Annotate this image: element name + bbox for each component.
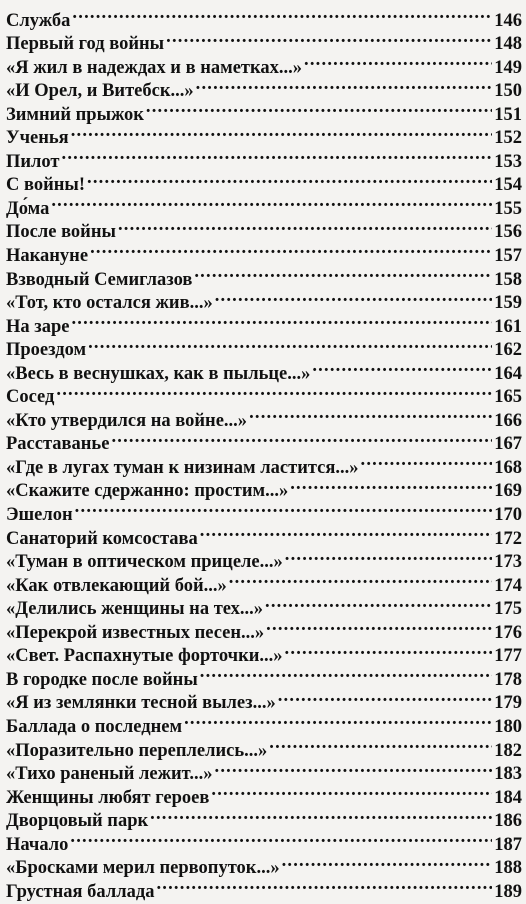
toc-entry-page-number: 169: [494, 481, 522, 502]
toc-entry-title: «Где в лугах туман к низинам ластится...»: [6, 457, 359, 478]
dot-leader: [72, 2, 492, 26]
toc-entry-page-number: 179: [494, 693, 522, 714]
dot-leader: [200, 661, 492, 685]
toc-entry-page-number: 187: [494, 834, 522, 855]
dot-leader: [196, 73, 493, 97]
toc-entry-page-number: 153: [494, 151, 522, 172]
dot-leader: [282, 850, 493, 874]
toc-entry: [6, 190, 522, 219]
toc-entry-title: Начало: [6, 834, 69, 855]
dot-leader: [111, 426, 492, 450]
dot-leader: [211, 779, 492, 803]
dot-leader: [285, 638, 493, 662]
dot-leader: [361, 449, 493, 473]
toc-entry-page-number: 167: [494, 434, 522, 455]
toc-entry-title: Санаторий комсостава: [6, 528, 198, 549]
toc-entry: [6, 26, 522, 55]
toc-entry-page-number: 164: [494, 363, 522, 384]
dot-leader: [166, 26, 492, 50]
toc-entry-page-number: 166: [494, 410, 522, 431]
dot-leader: [269, 732, 492, 756]
toc-entry-title: С войны!: [6, 175, 86, 196]
dot-leader: [146, 96, 492, 120]
toc-entry-page-number: 174: [494, 575, 522, 596]
toc-entry-title: Ученья: [6, 128, 69, 149]
toc-entry-page-number: 151: [494, 104, 522, 125]
toc-entry: [6, 143, 522, 172]
dot-leader: [215, 285, 493, 309]
toc-entry-page-number: 146: [494, 10, 522, 31]
toc-entry-title: «Весь в веснушках, как в пыльце...»: [6, 363, 311, 384]
toc-entry-title: «Бросками мерил первопуток...»: [6, 858, 280, 879]
toc-entry-title: «Тихо раненый лежит...»: [6, 764, 213, 785]
toc-entry: [6, 332, 522, 361]
toc-entry-title: После войны: [6, 222, 116, 243]
toc-entry-page-number: 189: [494, 881, 522, 902]
dot-leader: [249, 402, 492, 426]
dot-leader: [156, 873, 492, 897]
dot-leader: [150, 803, 492, 827]
dot-leader: [304, 49, 492, 73]
toc-entry-title: Грустная баллада: [6, 881, 155, 902]
toc-entry-title: Служба: [6, 10, 71, 31]
dot-leader: [200, 520, 492, 544]
toc-entry-page-number: 154: [494, 175, 522, 196]
table-of-contents: [6, 0, 522, 902]
dot-leader: [290, 473, 492, 497]
toc-entry-title: Зимний прыжок: [6, 104, 144, 125]
toc-entry-title: Сосед: [6, 387, 55, 408]
toc-entry-page-number: 159: [494, 293, 522, 314]
dot-leader: [88, 332, 492, 356]
toc-entry-page-number: 184: [494, 787, 522, 808]
toc-entry-title: «Свет. Распахнутые форточки...»: [6, 646, 283, 667]
dot-leader: [90, 237, 492, 261]
toc-entry-page-number: 148: [494, 34, 522, 55]
dot-leader: [285, 544, 492, 568]
toc-entry-title: «Кто утвердился на войне...»: [6, 410, 248, 431]
toc-entry-title: Взводный Семиглазов: [6, 269, 193, 290]
toc-entry-page-number: 157: [494, 246, 522, 267]
toc-entry-title: Пилот: [6, 151, 60, 172]
toc-entry: [6, 167, 522, 196]
dot-leader: [71, 120, 493, 144]
toc-entry-title: «Скажите сдержанно: простим...»: [6, 481, 289, 502]
toc-entry-title: Дворцовый парк: [6, 811, 149, 832]
dot-leader: [87, 167, 492, 191]
toc-entry-title: «Поразительно переплелись...»: [6, 740, 268, 761]
dot-leader: [215, 756, 493, 780]
toc-entry-title: «И Орел, и Витебск...»: [6, 81, 194, 102]
toc-entry: [6, 520, 522, 549]
toc-entry-title: «Как отвлекающий бой...»: [6, 575, 227, 596]
toc-entry-title: «Я жил в надеждах и в наметках...»: [6, 57, 303, 78]
toc-entry: [6, 2, 522, 31]
dot-leader: [51, 190, 492, 214]
toc-entry-title: «Делились женщины на тех...»: [6, 599, 263, 620]
toc-entry-page-number: 152: [494, 128, 522, 149]
toc-entry: [6, 120, 522, 149]
toc-entry: [6, 308, 522, 337]
dot-leader: [184, 708, 492, 732]
toc-entry-title: В городке после войны: [6, 669, 198, 690]
toc-entry: [6, 850, 522, 879]
toc-entry-title: Баллада о последнем: [6, 716, 183, 737]
toc-entry-page-number: 155: [494, 198, 522, 219]
toc-entry-page-number: 183: [494, 764, 522, 785]
toc-entry-title: Эшелон: [6, 505, 73, 526]
toc-entry-title: «Туман в оптическом прицеле...»: [6, 552, 283, 573]
toc-entry-page-number: 168: [494, 457, 522, 478]
toc-entry-page-number: 165: [494, 387, 522, 408]
dot-leader: [62, 143, 493, 167]
toc-entry-title: Женщины любят героев: [6, 787, 210, 808]
toc-entry-page-number: 186: [494, 811, 522, 832]
dot-leader: [75, 496, 493, 520]
toc-entry-page-number: 162: [494, 340, 522, 361]
dot-leader: [70, 826, 492, 850]
toc-entry: [6, 214, 522, 243]
toc-entry-page-number: 150: [494, 81, 522, 102]
toc-entry-title: На заре: [6, 316, 70, 337]
dot-leader: [278, 685, 493, 709]
toc-entry-page-number: 176: [494, 622, 522, 643]
toc-entry-page-number: 149: [494, 57, 522, 78]
toc-entry: [6, 379, 522, 408]
dot-leader: [265, 591, 492, 615]
toc-entry-page-number: 170: [494, 505, 522, 526]
toc-entry: [6, 826, 522, 855]
toc-entry-page-number: 182: [494, 740, 522, 761]
toc-entry-title: Первый год войны: [6, 34, 165, 55]
toc-entry-page-number: 161: [494, 316, 522, 337]
toc-entry-page-number: 178: [494, 669, 522, 690]
toc-entry-page-number: 173: [494, 552, 522, 573]
toc-entry-title: Расставанье: [6, 434, 110, 455]
dot-leader: [56, 379, 492, 403]
toc-entry-page-number: 172: [494, 528, 522, 549]
toc-entry-title: «Тот, кто остался жив...»: [6, 293, 213, 314]
toc-entry-page-number: 188: [494, 858, 522, 879]
toc-entry-page-number: 177: [494, 646, 522, 667]
dot-leader: [266, 614, 492, 638]
dot-leader: [118, 214, 492, 238]
toc-entry-page-number: 180: [494, 716, 522, 737]
toc-entry-title: «Я из землянки тесной вылез...»: [6, 693, 276, 714]
toc-entry-title: Проездом: [6, 340, 87, 361]
toc-entry-page-number: 156: [494, 222, 522, 243]
toc-entry: [6, 496, 522, 526]
dot-leader: [312, 355, 492, 379]
dot-leader: [71, 308, 492, 332]
toc-entry-page-number: 175: [494, 599, 522, 620]
toc-entry-title: «Перекрой известных песен...»: [6, 622, 265, 643]
dot-leader: [194, 261, 492, 285]
dot-leader: [229, 567, 492, 591]
toc-entry: [6, 402, 522, 431]
toc-entry-title: До́ма: [6, 198, 50, 219]
toc-entry-title: Накануне: [6, 246, 89, 267]
toc-entry-page-number: 158: [494, 269, 522, 290]
